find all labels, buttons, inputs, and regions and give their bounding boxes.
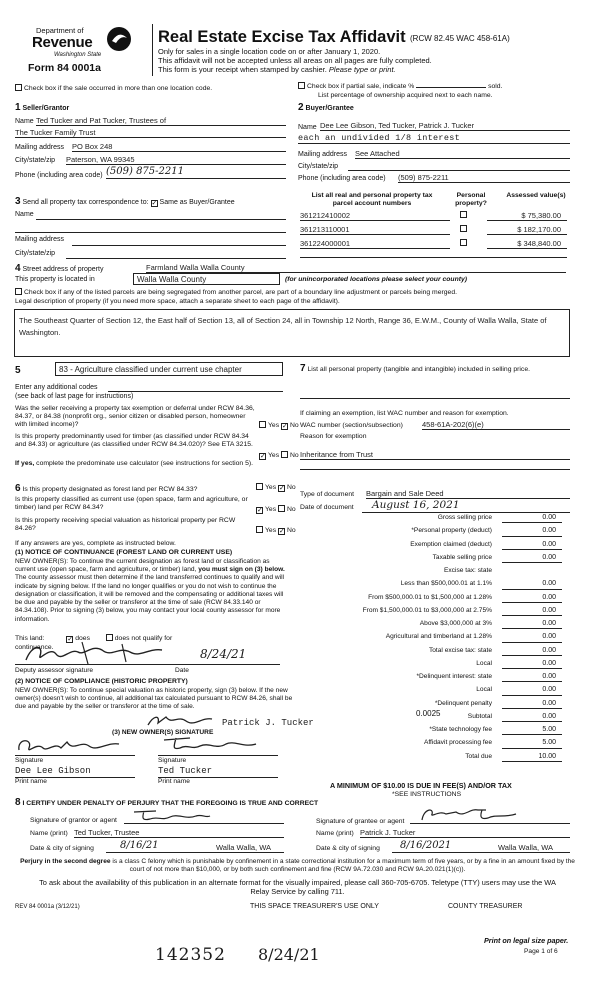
s3-city-label: City/state/zip (15, 250, 56, 257)
fee-value[interactable]: 0.00 (502, 700, 562, 709)
doc-date-label: Date of document (300, 504, 354, 511)
fee-row (300, 567, 562, 578)
new-owner-signature-label: (3) NEW OWNER(S) SIGNATURE (112, 729, 214, 736)
seller-phone-field[interactable]: (509) 875-2211 (106, 166, 286, 179)
notice-compliance-body: NEW OWNER(S): To continue special valuation as historic property, sign (3) below. If the new owner(s) doesn't wish to continue, all additional tax calculated pursuant to RCW 84.26, shall be due and payable by the seller or transferor at the time of sale. (15, 687, 293, 711)
fee-value[interactable]: 0.00 (502, 713, 562, 722)
parcel-col-header: List all real and personal property tax parcel account numbers (311, 192, 433, 208)
personal-property-checkbox[interactable] (460, 211, 469, 220)
grantee-signature (420, 806, 520, 822)
assessor-signature (22, 640, 202, 666)
notice-continuance-title: (1) NOTICE OF CONTINUANCE (FOREST LAND OR CURRENT USE) (15, 549, 233, 556)
fee-row (300, 594, 562, 605)
personal-property-field[interactable] (300, 398, 570, 399)
seller-phone-label: Phone (including area code) (15, 172, 103, 179)
parcel-number[interactable]: 361212410002 (300, 211, 450, 221)
fee-label: *State technology fee (429, 726, 492, 733)
fee-row (300, 660, 562, 671)
fee-value[interactable]: 0.00 (502, 594, 562, 603)
s3-name-field[interactable] (36, 219, 286, 220)
fee-value[interactable]: 5.00 (502, 739, 562, 748)
fee-row (300, 514, 562, 525)
forest-question: 6 Is this property designated as forest land per RCW 84.33? (15, 483, 198, 494)
wac-label: WAC number (section/subsection) (300, 422, 403, 429)
buyer-mailing-label: Mailing address (298, 151, 348, 158)
grantee-name-field[interactable]: Patrick J. Tucker (360, 828, 570, 838)
grantee-city-field[interactable]: Walla Walla, WA (492, 843, 570, 853)
partial-percent-field[interactable] (416, 87, 486, 88)
deputy-sig-label: Deputy assessor signature (15, 667, 94, 674)
fee-value[interactable]: 0.00 (502, 554, 562, 563)
fee-row (300, 686, 562, 697)
land-use-code-select[interactable]: 83 - Agriculture classified under current use chapter (55, 362, 283, 376)
if-any-note: If any answers are yes, complete as instructed below. (15, 540, 176, 547)
fee-label: Gross selling price (437, 514, 492, 521)
seller-city-field[interactable]: Paterson, WA 99345 (66, 155, 286, 165)
wac-field[interactable]: 458-61A-202(6)(e) (422, 420, 570, 430)
seller-name-field[interactable]: Ted Tucker and Pat Tucker, Trustees of (36, 116, 286, 126)
seller-name-row: Name (15, 118, 34, 125)
fee-label: From $1,500,000.01 to $3,000,000 at 2.75% (362, 606, 492, 614)
exemption-question: Was the seller receiving a property tax exemption or deferral under RCW 84.36, 84.37, or 84.38 (nonprofit org., senior citizen or disabled person, homeowner with limited income)? (15, 405, 255, 429)
print-name-1: Dee Lee Gibson (15, 766, 135, 778)
doc-type-label: Type of document (300, 491, 355, 498)
current-use-no-checkbox[interactable] (278, 505, 285, 512)
personal-col-header: Personal property? (455, 192, 487, 208)
fee-label: Total due (465, 752, 492, 760)
fee-value[interactable]: 0.00 (502, 686, 562, 695)
grantee-date-city-label: Date & city of signing (316, 845, 380, 852)
print-name-2: Ted Tucker (158, 766, 278, 778)
dor-logo (20, 18, 140, 72)
historical-question: Is this property receiving special valuation as historical property per RCW 84.26? (15, 517, 236, 533)
ted-tucker-signature (160, 734, 260, 754)
fee-label: Less than $500,000.01 at 1.1% (400, 580, 492, 588)
dee-lee-gibson-signature (15, 734, 125, 756)
located-label: This property is located in (15, 276, 95, 283)
department-line: Department of (36, 26, 84, 35)
owner-signature-scribble (146, 713, 216, 729)
additional-codes-label: Enter any additional codes (15, 384, 98, 391)
grantor-date-field[interactable]: 8/16/21 (106, 840, 202, 853)
notice-continuance-body: NEW OWNER(S): To continue the current designation as forest land or classification as current use (open space, farm and agriculture, or timber) land, you must sign on (3) below. The county assessor must then determine if the land transferred continues to qualify and will indicate by signing below. If the land no longer qualifies or you do not wish to continue the designation or classification, it will be removed and the compensating or additional taxes will be due and payable by the seller or transferor at the time of sale (RCW 84.33.140 or 84.34.108). Prior to signing (3) below, you may contact your local county assessor for more information. (15, 558, 285, 623)
section-1-heading: 1 Seller/Grantor (15, 102, 70, 113)
certify-heading: 8 I CERTIFY UNDER PENALTY OF PERJURY THAT THE FOREGOING IS TRUE AND CORRECT (15, 797, 319, 808)
fee-label: Local (476, 659, 492, 667)
fee-label: *Personal property (deduct) (411, 527, 492, 535)
notice-1: Only for sales in a single location code on or after January 1, 2020. (158, 47, 381, 56)
personal-property-checkbox[interactable] (460, 225, 469, 234)
see-instructions-note: *SEE INSTRUCTIONS (392, 791, 462, 798)
fee-value[interactable]: 0.00 (502, 527, 562, 536)
buyer-phone-field[interactable]: (509) 875-2211 (398, 173, 570, 183)
grantor-sig-label: Signature of grantor or agent (30, 817, 117, 824)
fee-row (300, 739, 562, 750)
s3-mailing-field[interactable] (72, 245, 286, 246)
notice-compliance-title: (2) NOTICE OF COMPLIANCE (HISTORIC PROPERTY) (15, 678, 188, 685)
timber-no-checkbox[interactable] (281, 451, 288, 458)
multi-location-check[interactable]: Check box if the sale occurred in more than one location code. (15, 84, 212, 93)
treasurer-stamp-date: 8/24/21 (258, 945, 320, 964)
seller-name-field-2[interactable]: The Tucker Family Trust (15, 128, 286, 138)
fee-label: Local (476, 686, 492, 694)
exemption-yes-checkbox[interactable] (259, 421, 266, 428)
grantor-signature (132, 808, 212, 822)
parcel-number[interactable]: 361224000001 (300, 239, 450, 249)
s3-name-field-2[interactable] (15, 232, 286, 233)
owner-typed-name: Patrick J. Tucker (222, 718, 314, 728)
additional-codes-field[interactable] (108, 391, 283, 392)
reason-field[interactable]: Inheritance from Trust (300, 450, 570, 460)
fee-label: *Delinquent penalty (434, 699, 492, 707)
ownership-note: List percentage of ownership acquired next to each name. (318, 92, 493, 99)
street-address-field[interactable]: Farmland Walla Walla County (146, 263, 566, 273)
availability-notice: To ask about the availability of this publication in an alternate format for the visually impaired, please call 360-705-6705. Teletype (TTY) users may use the WA Relay Service by calling 711. (39, 878, 556, 896)
county-treasurer: COUNTY TREASURER (448, 903, 523, 910)
exemption-no-checkbox[interactable]: ✓ (281, 423, 288, 430)
local-rate: 0.0025 (416, 709, 441, 718)
section-2-heading: 2 Buyer/Grantee (298, 102, 354, 113)
print-name-label-2: Print name (158, 778, 190, 785)
timber-yes-checkbox[interactable]: ✓ (260, 453, 266, 460)
print-name-label-1: Print name (15, 778, 47, 785)
assessor-date: 8/24/21 (200, 647, 247, 661)
unincorporated-note: (for unincorporated locations please select your county) (285, 276, 468, 283)
current-use-question: Is this property classified as current use (open space, farm and agriculture, or timber) land per RCW 84.34? (15, 496, 248, 512)
seller-mailing-label: Mailing address (15, 144, 65, 151)
fee-row (300, 580, 562, 591)
grantor-sig-field[interactable] (124, 808, 284, 824)
does-qualify-checkbox[interactable]: ✓ (67, 636, 74, 643)
fee-row (300, 607, 562, 618)
section-3-heading: 3 Send all property tax correspondence to: ✓ Same as Buyer/Grantee (15, 196, 235, 207)
segregated-checkbox[interactable] (15, 288, 22, 295)
section-4-street: 4 Street address of property (15, 263, 104, 274)
legal-description-field[interactable]: The Southeast Quarter of Section 12, the East half of Section 13, all of Section 24, all in Township 12 North, Range 36, E.W.M., County of Walla Walla, State of Washington. (14, 309, 570, 357)
fee-row (300, 647, 562, 658)
parcel-blank-line[interactable] (300, 257, 567, 258)
rcw-reference: (RCW 82.45 WAC 458-61A) (410, 34, 510, 43)
reason-field-2[interactable] (300, 469, 570, 470)
timber-yes-no: ✓ Yes No (260, 452, 299, 460)
partial-sale-check[interactable]: Check box if partial sale, indicate % sold. (298, 82, 502, 91)
assessed-value[interactable]: $ 182,170.00 (487, 225, 567, 235)
treasurer-stamp-number: 142352 (155, 945, 226, 965)
fee-label: Subtotal (467, 712, 492, 720)
section-5-num: 5 (15, 365, 21, 376)
historical-yes-checkbox[interactable] (256, 526, 263, 533)
notice-3: This form is your receipt when stamped by cashier. Please type or print. (158, 65, 396, 74)
if-yes-note: If yes, complete the predominate use calculator (see instructions for section 5). (15, 460, 254, 467)
s3-name-label: Name (15, 211, 34, 218)
reason-label: Reason for exemption (300, 433, 367, 440)
buyer-name-label: Name (298, 124, 317, 131)
grantor-date-city-label: Date & city of signing (30, 845, 94, 852)
assessor-date-label: Date (175, 667, 189, 674)
sig-label-1: Signature (15, 757, 44, 764)
treasurer-only: THIS SPACE TREASURER'S USE ONLY (250, 903, 379, 910)
grantor-name-field[interactable]: Ted Tucker, Trustee (74, 828, 284, 838)
buyer-name-field-2[interactable]: each an undivided 1/8 interest (298, 133, 570, 144)
grantor-city-field[interactable]: Walla Walla, WA (202, 843, 284, 853)
legal-description-label: Legal description of property (if you need more space, attach a separate sheet to each page of the affidavit). (15, 298, 340, 305)
fee-row (300, 541, 562, 552)
claim-exemption-label: If claiming an exemption, list WAC number and reason for exemption. (300, 410, 509, 417)
fee-value[interactable]: 0.00 (502, 660, 562, 669)
fee-row (300, 673, 562, 684)
fee-value[interactable]: 0.00 (502, 514, 562, 523)
grantee-date-field[interactable]: 8/16/2021 (392, 840, 492, 853)
perjury-notice: Perjury in the second degree is a class C felony which is punishable by confinement in a state correctional institution for a maximum term of five years, or by a fine in an amount fixed by the court of not more than $10,000, or by both such confinement and fine (RCW 9A.72.030 and RCW 9A.20.021(1)(c)). (20, 858, 575, 874)
fee-row (300, 527, 562, 538)
section-7: 7 List all personal property (tangible and intangible) included in selling price. (300, 363, 530, 374)
same-as-buyer-checkbox[interactable]: ✓ (151, 200, 158, 207)
timber-question: Is this property predominantly used for timber (as classified under RCW 84.34 and 84.33) or agriculture (as classified under RCW 84.34.020)? See ETA 3215. (15, 433, 253, 449)
s3-mailing-label: Mailing address (15, 236, 65, 243)
legal-paper-note: Print on legal size paper. (484, 936, 569, 945)
forest-yes-no: Yes ✓ No (256, 483, 296, 492)
buyer-city-field[interactable] (348, 170, 570, 171)
state-line: Washington State (54, 52, 102, 58)
fee-row (300, 753, 562, 764)
page-number: Page 1 of 6 (524, 948, 558, 955)
buyer-phone-label: Phone (including area code) (298, 175, 386, 182)
this-land-row: This land: ✓ does does not qualify for (15, 635, 173, 643)
fee-label: Excise tax: state (443, 567, 492, 574)
historical-yes-no: Yes ✓ No (256, 526, 296, 535)
fee-label: *Delinquent interest: state (416, 673, 492, 680)
doc-type-field[interactable]: Bargain and Sale Deed (366, 489, 570, 499)
grantor-name-label: Name (print) (30, 830, 68, 837)
fee-label: Affidavit processing fee (423, 739, 492, 747)
grantee-sig-label: Signature of grantee or agent (316, 818, 405, 825)
dor-swirl-icon (106, 26, 132, 52)
see-list-note: (see back of last page for instructions) (15, 393, 134, 400)
grantee-sig-field[interactable] (410, 806, 570, 824)
historical-no-checkbox[interactable]: ✓ (278, 528, 285, 535)
county-select[interactable]: Walla Walla County (133, 273, 280, 285)
personal-property-checkbox[interactable] (460, 239, 469, 248)
fee-value[interactable]: 0.00 (502, 673, 562, 682)
fee-value[interactable]: 0.00 (502, 580, 562, 589)
forest-no-checkbox[interactable]: ✓ (278, 485, 285, 492)
fee-value[interactable]: 0.00 (502, 633, 562, 642)
exemption-yes-no: Yes ✓ No (259, 421, 299, 430)
current-use-yes-checkbox[interactable]: ✓ (257, 507, 263, 514)
partial-sale-checkbox[interactable] (298, 82, 305, 89)
segregated-check[interactable]: Check box if any of the listed parcels are being segregated from another parcel, are part of a boundary line adjustment or parcels being merged. (15, 288, 457, 297)
fee-value[interactable]: 0.00 (502, 541, 562, 550)
fee-label: Exemption claimed (deduct) (410, 540, 492, 548)
sig-label-2: Signature (158, 757, 187, 764)
current-use-yes-no: ✓ Yes No (257, 506, 296, 514)
fee-label: Total excise tax: state (428, 646, 492, 654)
fee-value[interactable]: 0.00 (502, 620, 562, 629)
buyer-city-label: City/state/zip (298, 163, 339, 170)
s3-city-field[interactable] (66, 258, 286, 259)
fee-row (300, 633, 562, 644)
assessed-col-header: Assessed value(s) (506, 192, 566, 199)
multi-location-checkbox[interactable] (15, 84, 22, 91)
fee-value[interactable]: 10.00 (502, 753, 562, 762)
notice-2: This affidavit will not be accepted unless all areas on all pages are fully completed. (158, 56, 432, 65)
rev-number: REV 84 0001a (3/12/21) (15, 904, 80, 910)
fee-label: Taxable selling price (432, 553, 492, 561)
forest-yes-checkbox[interactable] (256, 483, 263, 490)
form-title: Real Estate Excise Tax Affidavit (158, 28, 406, 46)
form-number: Form 84 0001a (28, 62, 101, 74)
fee-row (300, 620, 562, 631)
grantee-name-label: Name (print) (316, 830, 354, 837)
buyer-name-field[interactable]: Dee Lee Gibson, Ted Tucker, Patrick J. Tucker (320, 121, 570, 131)
revenue-wordmark: Revenue (32, 34, 93, 51)
assessed-value[interactable]: $ 348,840.00 (487, 239, 567, 249)
seller-city-label: City/state/zip (15, 157, 56, 164)
fee-value[interactable]: 5.00 (502, 726, 562, 735)
parcel-number[interactable]: 361213110001 (300, 225, 450, 235)
continuance-label: continuance. (15, 644, 54, 651)
doc-date-field[interactable]: August 16, 2021 (362, 499, 570, 513)
fee-row (300, 726, 562, 737)
fee-label: Agricultural and timberland at 1.28% (385, 633, 492, 641)
fee-row (300, 554, 562, 565)
fee-label: Above $3,000,000 at 3% (419, 620, 492, 627)
fee-value[interactable]: 0.00 (502, 647, 562, 656)
fee-value[interactable]: 0.00 (502, 607, 562, 616)
seller-mailing-field[interactable]: PO Box 248 (72, 142, 286, 152)
fee-label: From $500,000.01 to $1,500,000 at 1.28% (368, 593, 492, 601)
assessed-value[interactable]: $ 75,380.00 (487, 211, 567, 221)
buyer-mailing-field[interactable]: See Attached (355, 149, 570, 159)
minimum-due-note: A MINIMUM OF $10.00 IS DUE IN FEE(S) AND/OR TAX (330, 781, 512, 790)
